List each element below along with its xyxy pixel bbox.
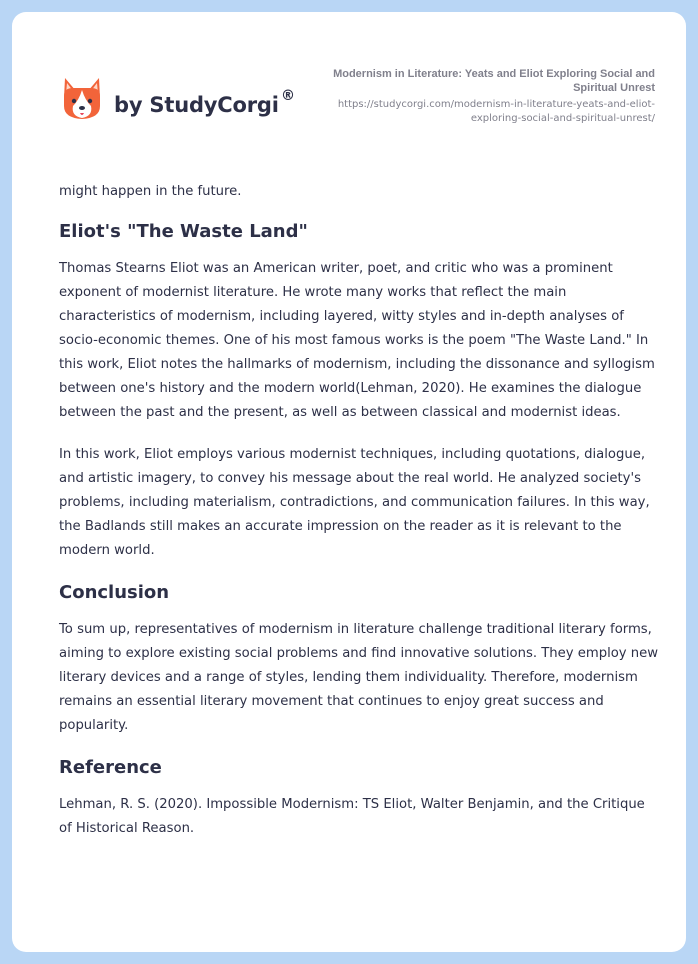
- section-heading-waste-land: Eliot's "The Waste Land": [59, 221, 308, 242]
- document-url[interactable]: https://studycorgi.com/modernism-in-literature-yeats-and-eliot-exploring-social-and-spiritual-unrest/: [337, 99, 655, 124]
- document-page: [12, 12, 686, 952]
- brand-name: by StudyCorgi: [114, 93, 279, 117]
- registered-mark: ®: [281, 88, 295, 104]
- section-heading-conclusion: Conclusion: [59, 582, 170, 603]
- document-content: [59, 180, 659, 859]
- reference-entry: Lehman, R. S. (2020). Impossible Modernism: TS Eliot, Walter Benjamin, and the Critique of Historical Reason.: [59, 797, 645, 836]
- page-header: [12, 12, 686, 152]
- intro-paragraph: might happen in the future.: [59, 184, 242, 199]
- corgi-logo-icon: [61, 76, 103, 122]
- body-paragraph: To sum up, representatives of modernism in literature challenge traditional literary forms, aiming to explore existing social problems and find innovative solutions. They employ new literary devices and a range of styles, lending them individuality. Therefore, modernism remains an essential literary movement that continues to enjoy great success and popularity.: [59, 622, 659, 733]
- body-paragraph: Thomas Stearns Eliot was an American writer, poet, and critic who was a prominent exponent of modernist literature. He wrote many works that reflect the main characteristics of modernism, including layered, witty styles and in-depth analyses of socio-economic themes. One of his most famous works is the poem "The Waste Land." In this work, Eliot notes the hallmarks of modernism, including the dissonance and syllogism between one's history and the modern world(Lehman, 2020). He examines the dialogue between the past and the present, as well as between classical and modernist ideas.: [59, 261, 655, 420]
- body-paragraph: In this work, Eliot employs various modernist techniques, including quotations, dialogue, and artistic imagery, to convey his message about the real world. He analyzed society's problems, including materialism, contradictions, and communication failures. In this way, the Badlands still makes an accurate impression on the reader as it is relevant to the modern world.: [59, 447, 650, 558]
- document-meta: [295, 67, 655, 126]
- studycorgi-logo[interactable]: [61, 76, 311, 126]
- section-heading-reference: Reference: [59, 757, 162, 778]
- document-title: Modernism in Literature: Yeats and Eliot Exploring Social and Spiritual Unrest: [333, 68, 655, 94]
